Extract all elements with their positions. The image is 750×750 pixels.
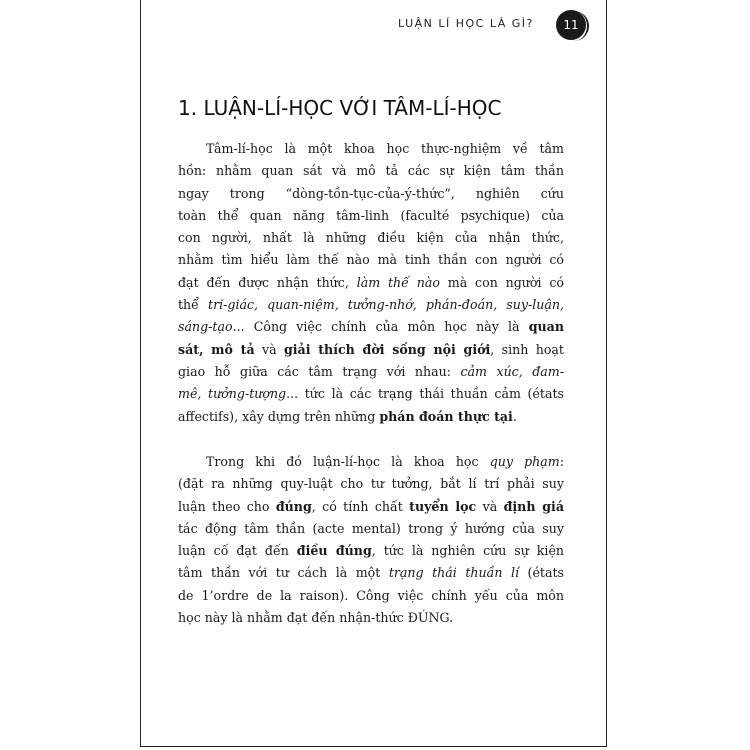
text-run: affectifs), xây dựng trên những [178, 408, 380, 424]
text-run: Trong khi đó luận-lí-học là khoa học [206, 454, 490, 469]
text-line: de 1’ordre de la raison). Công việc chính yếu của môn [178, 587, 564, 603]
bold-run: tuyển lọc [409, 498, 477, 514]
bold-run: giải thích đời sống nội giới [283, 341, 491, 357]
italic-run: cảm xúc, đam- [460, 363, 565, 379]
text-line: học này là nhằm đạt đến nhận-thức ĐÚNG. [178, 610, 454, 626]
text-run: đạt đến được nhận thức, [178, 274, 357, 290]
text-line [178, 361, 564, 383]
text-line: nhằm tìm hiểu làm thế nào mà tinh thần con người có [178, 252, 564, 268]
text-line [178, 339, 564, 361]
italic-run: tri-giác, quan-niệm, tưởng-nhớ, phán-đoán, suy-luận, [208, 297, 564, 313]
bold-run: đúng [275, 498, 312, 514]
text-line: con người, nhất là những điều kiện của nhận thức, [178, 230, 564, 246]
text-line [178, 540, 564, 562]
paragraph-logic [178, 451, 564, 629]
text-run: , tức là nghiên cứu sự kiện [371, 543, 565, 559]
text-run: luận cố đạt đến [178, 543, 297, 559]
text-run: (états [519, 565, 564, 581]
text-line [178, 451, 564, 473]
text-run: luận theo cho [178, 498, 276, 514]
bold-run: phán đoán thực tại [379, 408, 513, 424]
text-line: tác động tâm thần (acte mental) trong ý hướng của suy [178, 520, 564, 536]
text-line: (đặt ra những quy-luật cho tư tưởng, bắt lí trí phải suy [178, 476, 564, 492]
text-run: và [254, 341, 284, 357]
text-line: Tâm-lí-học là một khoa học thực-nghiệm về tâm [206, 141, 564, 156]
italic-run: quy phạm [489, 454, 560, 469]
text-run: tâm thần với tư cách là một [178, 565, 389, 581]
text-line: toàn thể quan năng tâm-linh (faculté psychique) của [178, 207, 564, 223]
text-line [178, 272, 564, 294]
italic-run: sáng-tạo [178, 319, 233, 335]
text-line: hồn: nhằm quan sát và mô tả các sự kiện tâm thần [178, 163, 564, 179]
text-line [178, 496, 564, 518]
text-line [178, 406, 564, 428]
text-run: mà con người có [439, 274, 564, 290]
section-heading: 1. LUẬN-LÍ-HỌC VỚI TÂM-LÍ-HỌC [178, 96, 502, 120]
bold-run: định giá [503, 498, 564, 514]
text-line [178, 562, 564, 584]
text-run: . [512, 408, 517, 424]
running-title: LUẬN LÍ HỌC LÀ GÌ? [398, 17, 534, 30]
italic-run: làm thế nào [356, 274, 440, 290]
bold-run: điều đúng [296, 543, 372, 559]
text-line: ngay trong “dòng-tồn-tục-của-ý-thức”, nghiên cứu [178, 185, 564, 201]
bold-run: sát, mô tả [178, 341, 255, 357]
text-run: ... Công việc chính của môn học này là [232, 319, 529, 335]
text-line [178, 316, 564, 338]
italic-run: mê, tưởng-tượng [178, 386, 287, 402]
bold-run: quan [528, 319, 564, 335]
paragraph-psychology [178, 138, 564, 428]
text-run: , sinh hoạt [490, 341, 564, 357]
italic-run: trạng thái thuần lí [388, 565, 520, 581]
text-run: và [476, 498, 504, 514]
text-run: : [559, 454, 564, 469]
text-line [178, 294, 564, 316]
text-line [178, 383, 564, 405]
text-run: giao hỗ giữa các tâm trạng với nhau: [178, 363, 461, 379]
text-run: , có tính chất [311, 498, 410, 514]
page-number-badge: 11 [556, 10, 586, 40]
text-run: ... tức là các trạng thái thuần cảm (états [286, 386, 564, 402]
text-run: thể [178, 297, 209, 313]
